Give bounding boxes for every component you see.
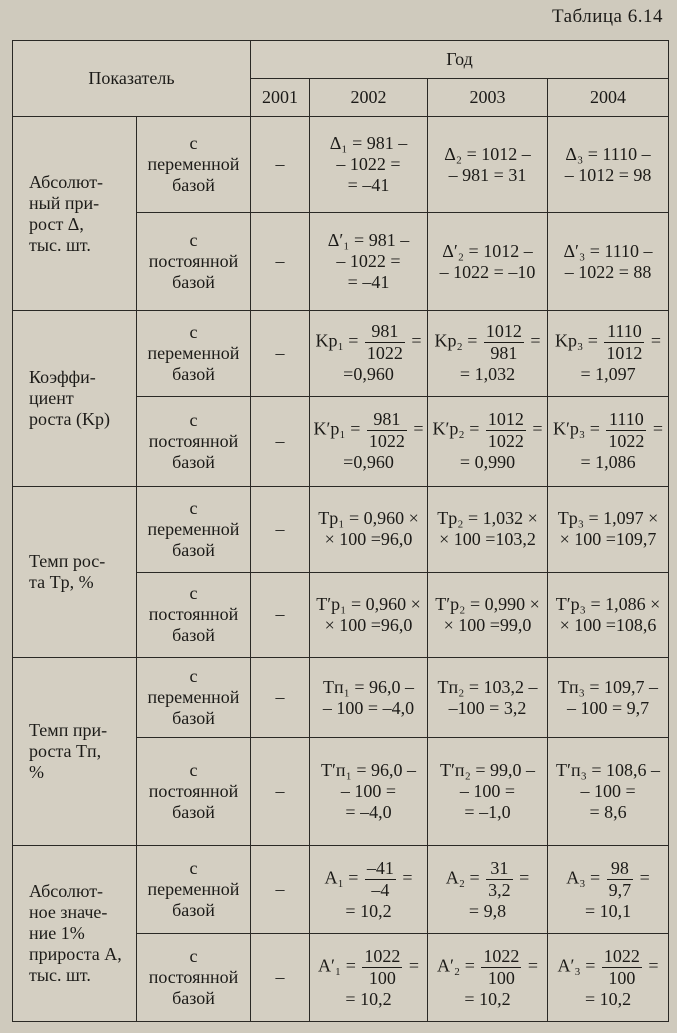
equals-sign: = — [635, 867, 650, 888]
formula-line: T′р₃ = 1,086 × — [555, 593, 661, 614]
base-type-line: с — [189, 583, 198, 604]
fraction-expression — [551, 858, 665, 901]
header-indicator: Показатель — [13, 41, 251, 117]
base-type-label — [137, 934, 251, 1022]
base-type-line: базой — [172, 363, 215, 384]
fraction-result: = 10,2 — [345, 900, 392, 921]
indicator-label-line: тыс. шт. — [29, 965, 91, 986]
formula-line: – 981 = 31 — [448, 164, 527, 185]
base-type-line: с — [189, 666, 198, 687]
table-body — [13, 117, 669, 1022]
fraction — [481, 946, 521, 989]
fraction — [484, 321, 524, 364]
indicator-label-line: ние 1% — [29, 923, 85, 944]
fraction — [362, 946, 402, 989]
base-type-label — [137, 213, 251, 311]
fraction-numerator: 1022 — [364, 945, 401, 966]
equals-sign: = — [460, 955, 480, 976]
indicator-label — [13, 311, 137, 487]
table-row — [13, 311, 669, 397]
equals-sign: = — [464, 867, 485, 888]
indicator-label-line: роста (Kр) — [29, 408, 110, 429]
fraction-lhs: А₂ — [445, 867, 465, 888]
equals-sign: = — [514, 867, 530, 888]
formula-cell — [548, 213, 669, 311]
header-year-2002: 2002 — [310, 79, 428, 117]
fraction-expression — [431, 946, 544, 989]
value-2001: – — [251, 934, 310, 1022]
formula-line: – 100 = –4,0 — [322, 697, 415, 718]
indicator-label — [13, 486, 137, 658]
fraction-expression — [551, 321, 665, 364]
formula-line: × 100 =96,0 — [324, 529, 413, 550]
fraction-lhs: А′₃ — [557, 955, 581, 976]
fraction-numerator: 1012 — [487, 409, 524, 430]
fraction-result: =0,960 — [343, 364, 394, 385]
fraction — [486, 858, 513, 901]
fraction-result: = 10,2 — [584, 988, 632, 1009]
base-type-label — [137, 846, 251, 934]
formula-cell — [428, 934, 548, 1022]
formula-line: – 1022 = — [336, 251, 401, 272]
fraction — [606, 409, 646, 452]
formula-cell — [428, 396, 548, 486]
equals-sign: = — [464, 418, 484, 439]
value-2001: – — [251, 738, 310, 846]
fraction-lhs: K′р₁ — [313, 418, 346, 439]
formula-cell — [548, 486, 669, 572]
formula-cell — [548, 311, 669, 397]
fraction-denominator: 9,7 — [608, 879, 632, 900]
formula-line: Tп₂ = 103,2 – — [437, 676, 538, 697]
fraction-expression — [313, 858, 424, 901]
formula-line: = –4,0 — [345, 802, 392, 823]
equals-sign: = — [585, 418, 605, 439]
fraction-denominator: 1022 — [366, 343, 403, 364]
formula-cell — [428, 658, 548, 738]
equals-sign: = — [343, 331, 363, 352]
equals-sign: = — [646, 331, 662, 352]
fraction-numerator: 1110 — [604, 321, 644, 343]
fraction-numerator: 1022 — [483, 945, 520, 966]
fraction — [365, 321, 405, 364]
base-type-line: с — [189, 230, 198, 251]
fraction-result: = 1,086 — [580, 452, 636, 473]
fraction-denominator: –4 — [371, 879, 390, 900]
formula-line: Δ₂ = 1012 – — [444, 143, 531, 164]
fraction — [365, 858, 396, 901]
base-type-line: переменной — [147, 154, 240, 174]
indicator-label-line: ное значе- — [29, 902, 108, 923]
formula-cell — [310, 658, 428, 738]
formula-cell — [310, 572, 428, 658]
formula-cell — [428, 311, 548, 397]
fraction-lhs: А′₂ — [436, 955, 461, 976]
value-2001: – — [251, 311, 310, 397]
formula-line: Tр₂ = 1,032 × — [437, 508, 538, 529]
table-row — [13, 117, 669, 213]
equals-sign: = — [643, 955, 659, 976]
equals-sign: = — [523, 955, 539, 976]
indicator-label-line: Абсолют- — [29, 881, 104, 902]
fraction-result: =0,960 — [343, 452, 394, 473]
formula-line: Tп₁ = 96,0 – — [322, 676, 415, 697]
equals-sign: = — [406, 331, 422, 352]
indicator-label-line: та Tр, % — [29, 572, 94, 593]
fraction-expression — [313, 946, 424, 989]
fraction-numerator: –41 — [366, 857, 394, 878]
equals-sign: = — [527, 418, 543, 439]
formula-cell — [428, 213, 548, 311]
indicator-label-line: Коэффи- — [29, 366, 96, 387]
base-type-line: базой — [172, 625, 215, 646]
fraction-expression — [431, 858, 544, 901]
formula-line: – 1012 = 98 — [564, 164, 652, 185]
base-type-line: переменной — [147, 342, 240, 363]
equals-sign: = — [525, 331, 541, 352]
formula-line: – 100 = — [580, 781, 636, 802]
base-type-line: переменной — [147, 879, 240, 900]
formula-line: T′п₂ = 99,0 – — [440, 760, 535, 781]
equals-sign: = — [583, 331, 603, 352]
value-2001: – — [251, 213, 310, 311]
base-type-line: постоянной — [148, 430, 239, 451]
value-2001: – — [251, 117, 310, 213]
fraction-numerator: 1022 — [603, 945, 640, 966]
formula-line: Δ′₃ = 1110 – — [563, 240, 653, 261]
equals-sign: = — [580, 955, 600, 976]
base-type-line: базой — [172, 539, 215, 560]
base-type-label — [137, 486, 251, 572]
fraction-numerator: 31 — [486, 858, 513, 880]
indicator-label — [13, 846, 137, 1022]
fraction-result: = 10,1 — [584, 900, 632, 921]
formula-line: = –41 — [347, 175, 390, 195]
indicator-label-line: циент — [29, 387, 74, 408]
fraction-lhs: Kр₂ — [434, 331, 463, 352]
formula-line: – 1022 = –10 — [439, 261, 536, 282]
formula-cell — [548, 846, 669, 934]
indicator-label-line: Абсолют- — [29, 171, 104, 192]
fraction-denominator: 100 — [368, 967, 396, 988]
base-type-line: с — [189, 946, 198, 967]
table-row — [13, 846, 669, 934]
formula-line: = 8,6 — [589, 802, 627, 823]
formula-cell — [310, 486, 428, 572]
table-caption: Таблица 6.14 — [551, 6, 663, 27]
formula-line: – 1022 = — [336, 154, 401, 174]
fraction-result: = 10,2 — [345, 988, 392, 1009]
formula-cell — [548, 738, 669, 846]
formula-cell — [310, 213, 428, 311]
base-type-line: базой — [172, 272, 215, 293]
formula-cell — [548, 934, 669, 1022]
formula-cell — [310, 311, 428, 397]
fraction — [607, 858, 634, 901]
fraction-numerator: 981 — [365, 321, 405, 343]
fraction-denominator: 1022 — [487, 431, 524, 452]
fraction-denominator: 1022 — [368, 431, 405, 452]
fraction — [486, 409, 526, 452]
indicator-label-line: Темп рос- — [29, 551, 106, 572]
formula-cell — [548, 396, 669, 486]
fraction-lhs: Kр₃ — [554, 331, 584, 352]
fraction-lhs: А′₁ — [317, 955, 342, 976]
formula-cell — [428, 486, 548, 572]
formula-line: –100 = 3,2 — [448, 697, 527, 718]
base-type-line: с — [189, 858, 198, 879]
formula-line: Δ′₁ = 981 – — [327, 230, 410, 251]
fraction-numerator: 1012 — [485, 321, 522, 342]
indicator-label-line: тыс. шт. — [29, 234, 91, 255]
equals-sign: = — [343, 867, 363, 888]
formula-line: × 100 =109,7 — [559, 529, 657, 550]
indicator-label — [13, 658, 137, 846]
fraction-result: = 1,097 — [580, 364, 636, 385]
fraction — [602, 946, 642, 989]
formula-cell — [310, 738, 428, 846]
formula-cell — [310, 396, 428, 486]
indicator-label-line: роста Tп, — [29, 741, 102, 762]
fraction-numerator: 981 — [367, 409, 407, 431]
fraction-result: = 10,2 — [464, 988, 511, 1009]
equals-sign: = — [345, 418, 365, 439]
base-type-line: базой — [172, 451, 215, 472]
base-type-label — [137, 117, 251, 213]
fraction-expression — [431, 321, 544, 364]
formula-line: = –1,0 — [464, 802, 511, 823]
equals-sign: = — [397, 867, 413, 888]
fraction-expression — [551, 409, 665, 452]
base-type-line: постоянной — [148, 251, 239, 272]
fraction-lhs: Kр₁ — [315, 331, 344, 352]
fraction-result: = 0,990 — [459, 452, 516, 473]
value-2001: – — [251, 846, 310, 934]
fraction-expression — [313, 409, 424, 452]
base-type-line: постоянной — [148, 604, 239, 625]
formula-line: Δ′₂ = 1012 – — [442, 240, 533, 261]
fraction-expression — [431, 409, 544, 452]
base-type-line: с — [189, 133, 198, 153]
base-type-line: с — [189, 497, 198, 518]
header-year-group: Год — [251, 41, 669, 79]
fraction-denominator: 1012 — [606, 343, 643, 364]
equals-sign: = — [408, 418, 424, 439]
fraction-denominator: 981 — [490, 343, 518, 364]
base-type-line: базой — [172, 175, 215, 195]
formula-cell — [428, 117, 548, 213]
formula-line: T′п₃ = 108,6 – — [556, 760, 661, 781]
value-2001: – — [251, 572, 310, 658]
base-type-line: постоянной — [148, 781, 239, 802]
base-type-label — [137, 396, 251, 486]
header-year-2001: 2001 — [251, 79, 310, 117]
fraction — [367, 409, 407, 452]
base-type-line: постоянной — [148, 967, 239, 988]
formula-cell — [548, 658, 669, 738]
base-type-line: с — [189, 409, 198, 430]
fraction-lhs: K′р₃ — [553, 418, 586, 439]
formula-cell — [310, 934, 428, 1022]
formula-line: – 100 = — [459, 781, 516, 802]
base-type-line: базой — [172, 708, 215, 729]
formula-cell — [428, 738, 548, 846]
fraction-lhs: K′р₂ — [432, 418, 465, 439]
base-type-line: базой — [172, 900, 215, 921]
equals-sign: = — [585, 867, 605, 888]
fraction-numerator: 1110 — [606, 409, 646, 431]
equals-sign: = — [404, 955, 420, 976]
value-2001: – — [251, 396, 310, 486]
formula-line: × 100 =108,6 — [559, 614, 657, 635]
equals-sign: = — [341, 955, 361, 976]
formula-line: T′р₂ = 0,990 × — [435, 593, 540, 614]
formula-line: = –41 — [347, 272, 390, 293]
base-type-line: с — [189, 760, 198, 781]
indicator-label — [13, 117, 137, 311]
formula-line: T′п₁ = 96,0 – — [321, 760, 416, 781]
table-row — [13, 658, 669, 738]
fraction-numerator: 98 — [607, 858, 634, 880]
fraction-denominator: 100 — [487, 967, 515, 988]
header-year-2003: 2003 — [428, 79, 548, 117]
base-type-line: базой — [172, 988, 215, 1009]
fraction — [604, 321, 644, 364]
formula-line: Tп₃ = 109,7 – — [557, 676, 659, 697]
value-2001: – — [251, 658, 310, 738]
fraction-denominator: 3,2 — [488, 879, 511, 900]
fraction-lhs: А₁ — [324, 867, 344, 888]
formula-line: Tр₃ = 1,097 × — [557, 508, 659, 529]
indicator-label-line: Темп при- — [29, 720, 108, 741]
formula-line: × 100 =99,0 — [443, 614, 532, 635]
base-type-line: базой — [172, 802, 215, 823]
formula-cell — [548, 117, 669, 213]
formula-line: – 100 = 9,7 — [566, 697, 650, 718]
header-year-2004: 2004 — [548, 79, 669, 117]
formula-line: – 100 = — [340, 781, 397, 802]
base-type-line: с — [189, 321, 198, 342]
fraction-expression — [313, 321, 424, 364]
equals-sign: = — [462, 331, 482, 352]
formula-cell — [428, 846, 548, 934]
base-type-label — [137, 311, 251, 397]
base-type-label — [137, 658, 251, 738]
indicator-label-line: % — [29, 762, 44, 783]
base-type-line: переменной — [147, 687, 240, 708]
formula-line: Δ₁ = 981 – — [329, 133, 408, 153]
equals-sign: = — [648, 418, 664, 439]
data-table — [12, 40, 669, 1022]
formula-line: – 1022 = 88 — [564, 261, 652, 282]
formula-line: Tр₁ = 0,960 × — [318, 508, 419, 529]
formula-cell — [310, 846, 428, 934]
value-2001: – — [251, 486, 310, 572]
formula-line: Δ₃ = 1110 – — [565, 143, 651, 164]
base-type-label — [137, 572, 251, 658]
formula-cell — [548, 572, 669, 658]
base-type-label — [137, 738, 251, 846]
formula-cell — [428, 572, 548, 658]
indicator-label-line: ный при- — [29, 192, 100, 213]
table-row — [13, 486, 669, 572]
fraction-result: = 1,032 — [459, 364, 516, 385]
indicator-label-line: прироста А, — [29, 944, 122, 965]
fraction-denominator: 1022 — [608, 431, 645, 452]
indicator-label-line: рост Δ, — [29, 213, 84, 234]
formula-cell — [310, 117, 428, 213]
fraction-denominator: 100 — [608, 967, 636, 988]
fraction-expression — [551, 946, 665, 989]
fraction-result: = 9,8 — [468, 900, 507, 921]
formula-line: × 100 =96,0 — [324, 614, 413, 635]
formula-line: T′р₁ = 0,960 × — [316, 593, 421, 614]
fraction-lhs: А₃ — [566, 867, 586, 888]
base-type-line: переменной — [147, 518, 240, 539]
formula-line: × 100 =103,2 — [439, 529, 536, 550]
